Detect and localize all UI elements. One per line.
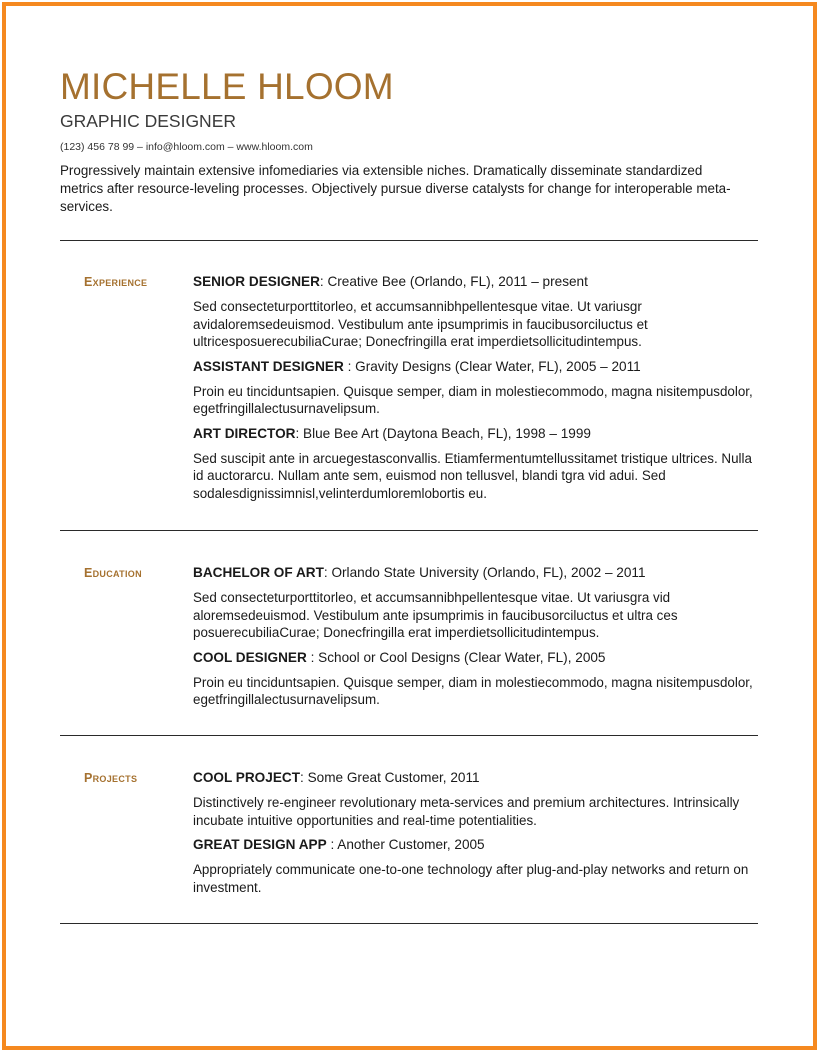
entry-detail: : Another Customer, 2005 bbox=[326, 837, 485, 852]
candidate-title: GRAPHIC DESIGNER bbox=[60, 111, 236, 131]
candidate-name: MICHELLE HLOOM bbox=[60, 66, 394, 107]
section-divider bbox=[60, 923, 758, 924]
entry-role: ASSISTANT DESIGNER bbox=[193, 358, 344, 374]
entry-heading bbox=[193, 649, 758, 667]
section-divider bbox=[60, 240, 758, 241]
entry-description: Appropriately communicate one-to-one technology after plug-and-play networks and return on investment. bbox=[193, 862, 749, 895]
experience-entries bbox=[193, 273, 758, 509]
section-label-education: Education bbox=[84, 566, 142, 580]
entry-role: COOL DESIGNER bbox=[193, 649, 307, 665]
entry-role: SENIOR DESIGNER bbox=[193, 274, 320, 289]
entry-heading bbox=[193, 564, 758, 582]
entry-detail: : Some Great Customer, 2011 bbox=[300, 770, 480, 785]
summary-paragraph: Progressively maintain extensive infomediaries via extensible niches. Dramatically disseminate standardized metrics after resource-leveling processes. Objectively pursue diverse catalysts for change for interoperable meta-services. bbox=[60, 163, 731, 214]
entry-description: Distinctively re-engineer revolutionary meta-services and premium architectures. Intrinsically incubate intuitive opportunities and real-time potentialities. bbox=[193, 795, 740, 828]
entry-role: ART DIRECTOR bbox=[193, 425, 296, 441]
section-divider bbox=[60, 735, 758, 736]
entry-detail: : Blue Bee Art (Daytona Beach, FL), 1998 – 1999 bbox=[295, 425, 591, 441]
entry-heading bbox=[193, 273, 758, 291]
entry-description: Proin eu tinciduntsapien. Quisque semper, diam in molestiecommodo, magna nisitempusdolor, egetfringillalectusurnavelipsum. bbox=[193, 383, 753, 416]
entry-heading bbox=[193, 836, 758, 854]
entry-detail: : Orlando State University (Orlando, FL), 2002 – 2011 bbox=[323, 565, 646, 580]
entry-description: Proin eu tinciduntsapien. Quisque semper, diam in molestiecommodo, magna nisitempusdolor, egetfringillalectusurnavelipsum. bbox=[193, 674, 753, 707]
entry-description: Sed consecteturporttitorleo, et accumsannibhpellentesque vitae. Ut variusgra vid aloremsedeuismod. Vestibulum ante ipsumprimis in faucibusorciluctus et ultra ces posuerecubiliaCurae; Donecfringilla erat imperdietsollicitudintempus. bbox=[193, 590, 678, 640]
contact-line: (123) 456 78 99 – info@hloom.com – www.hloom.com bbox=[60, 141, 313, 153]
entry-heading bbox=[193, 425, 758, 443]
projects-entries bbox=[193, 769, 758, 903]
section-label-projects: Projects bbox=[84, 771, 138, 785]
entry-role: GREAT DESIGN APP bbox=[193, 837, 327, 852]
entry-description: Sed consecteturporttitorleo, et accumsannibhpellentesque vitae. Ut variusgr avidaloremsedeuismod. Vestibulum ante ipsumprimis in faucibusorciluctus et ultricesposuerecubiliaCurae; Donecfringilla erat imperdietsollicitudintempus. bbox=[193, 299, 648, 349]
entry-heading bbox=[193, 358, 758, 376]
entry-detail: : Creative Bee (Orlando, FL), 2011 – present bbox=[319, 274, 588, 289]
section-divider bbox=[60, 530, 758, 531]
entry-detail: : School or Cool Designs (Clear Water, FL), 2005 bbox=[306, 649, 606, 665]
section-label-experience: Experience bbox=[84, 275, 148, 289]
education-entries bbox=[193, 564, 758, 716]
entry-heading bbox=[193, 769, 758, 787]
entry-description: Sed suscipit ante in arcuegestasconvallis. Etiamfermentumtellussitamet tristique ultrices. Nulla id auctorarcu. Nullam ante sem, euismod non tellusvel, blandi tgra vid adui. Sed sodalesdignissimnisl,velinterdumloremlobortis eu. bbox=[193, 450, 752, 501]
entry-role: COOL PROJECT bbox=[193, 770, 301, 785]
entry-detail: : Gravity Designs (Clear Water, FL), 2005 – 2011 bbox=[343, 358, 641, 374]
entry-role: BACHELOR OF ART bbox=[193, 565, 324, 580]
